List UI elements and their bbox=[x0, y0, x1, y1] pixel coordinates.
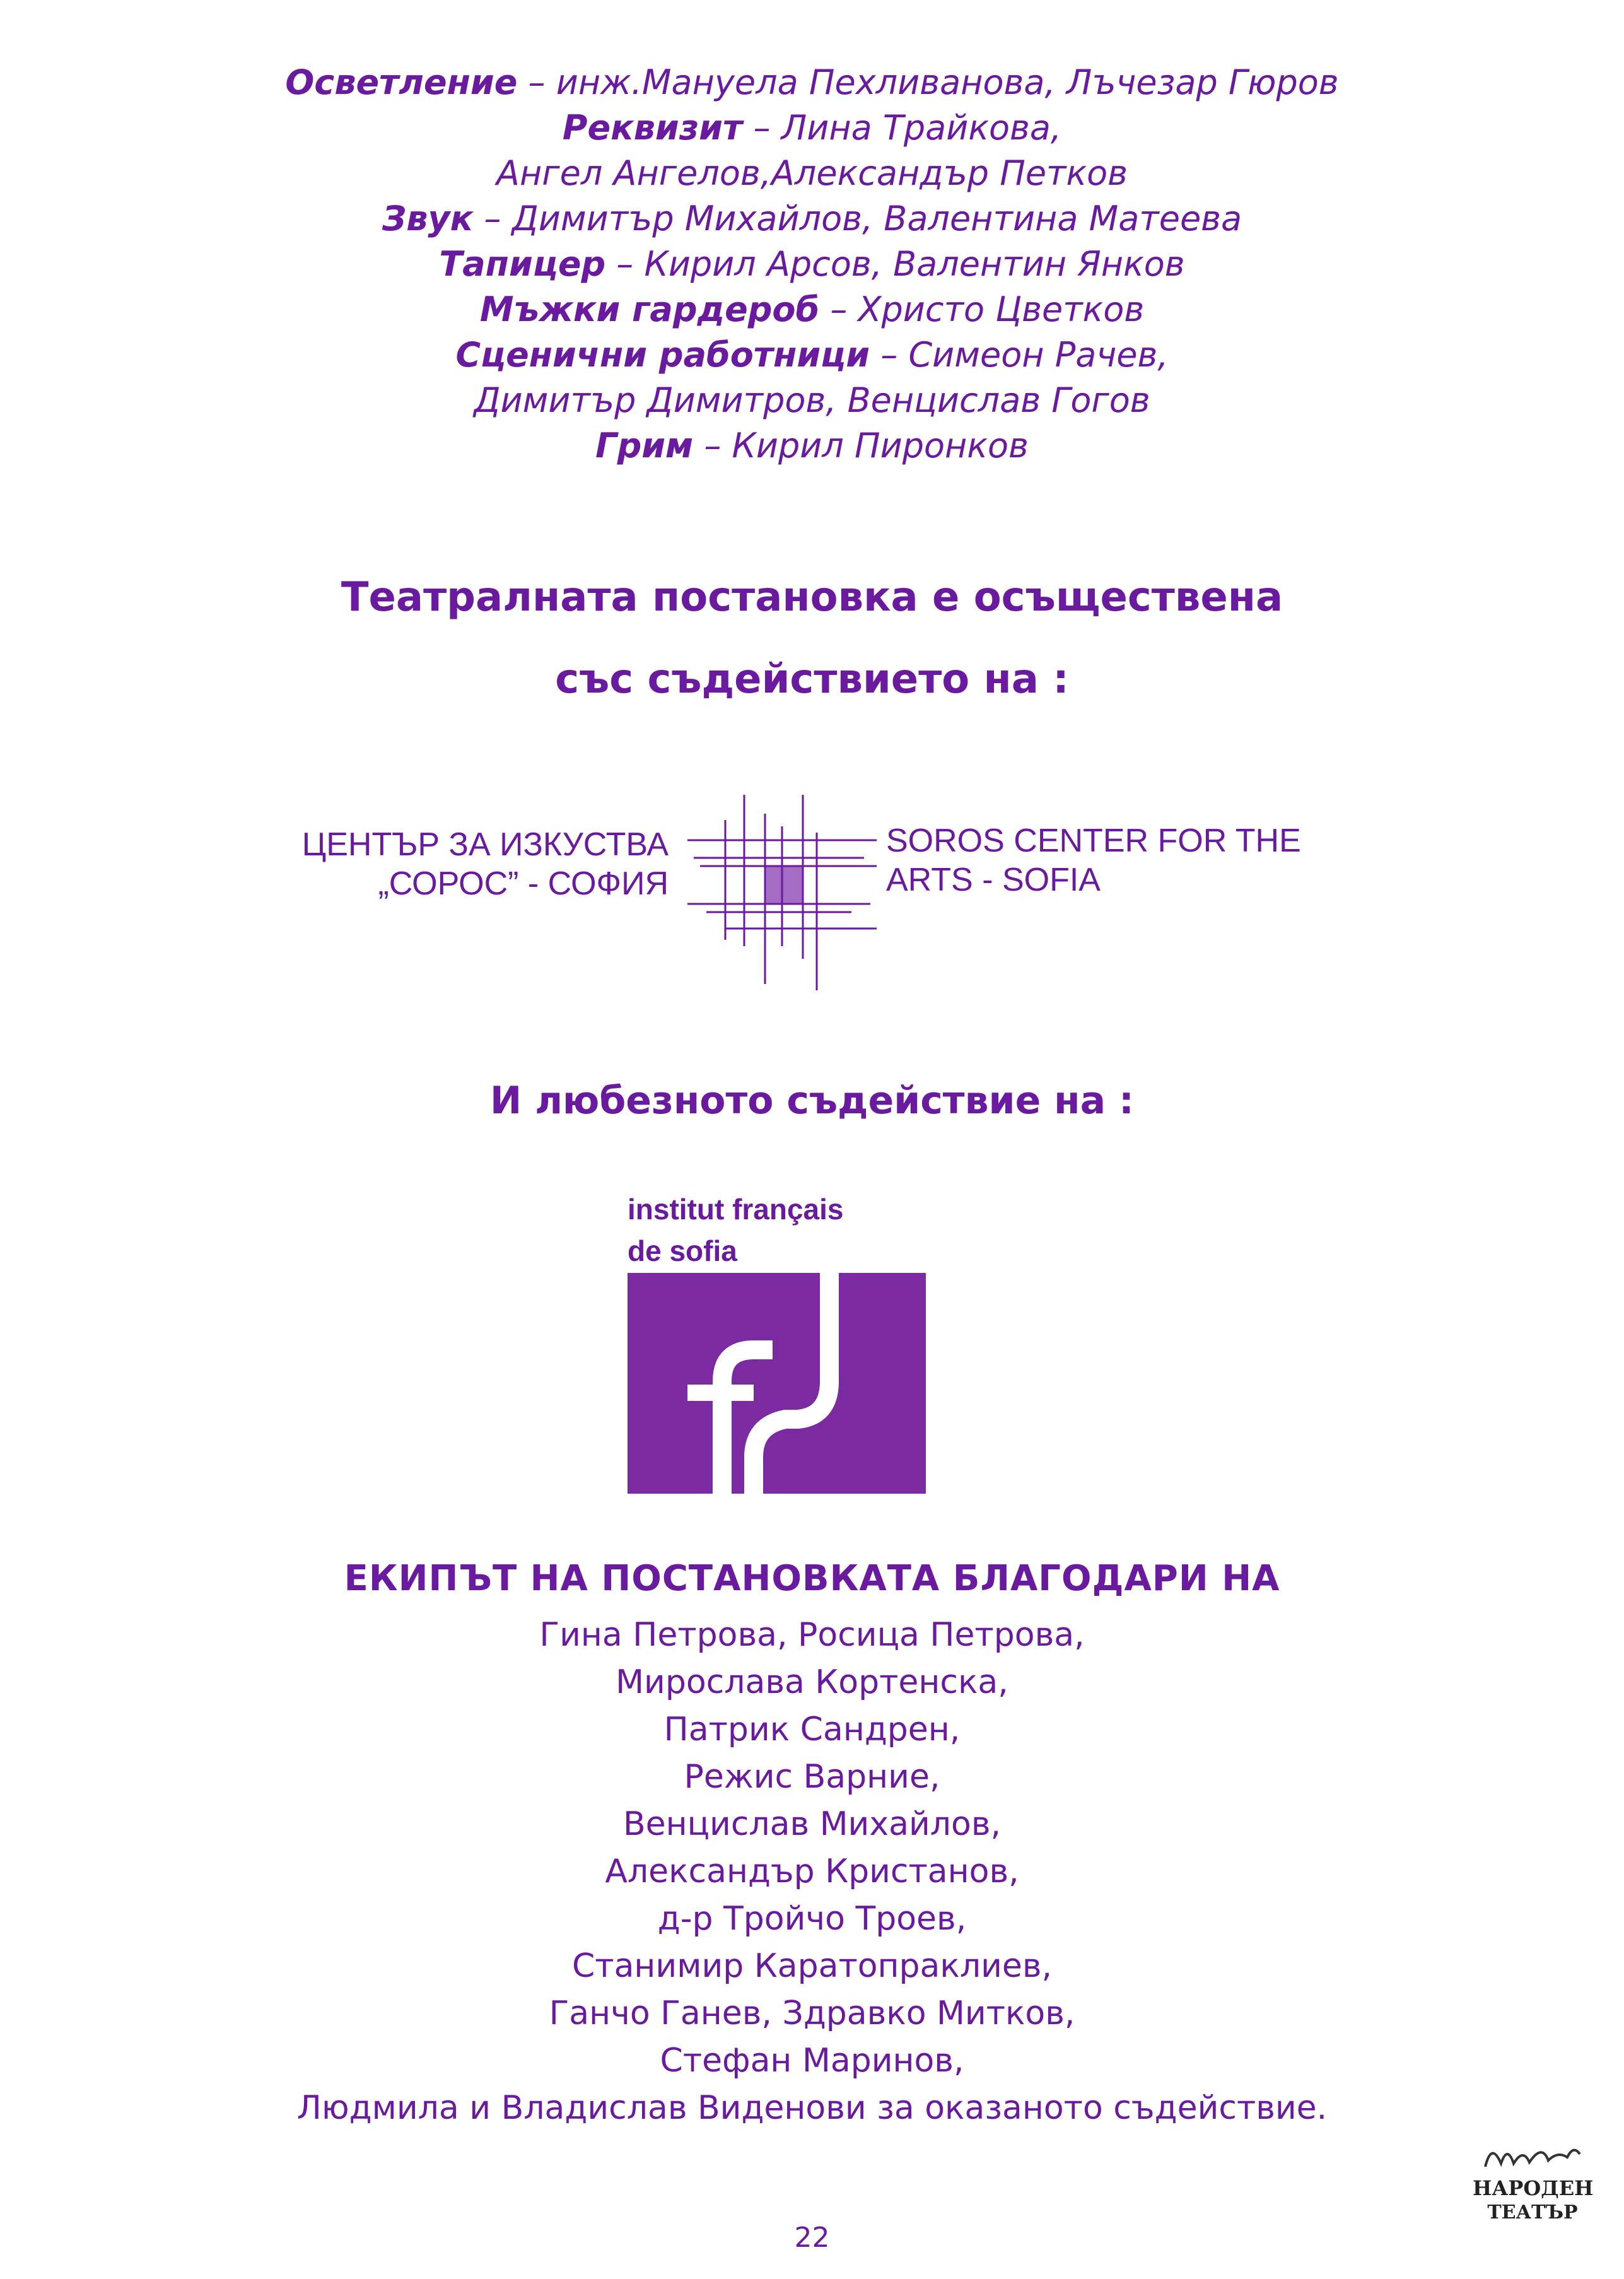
team-thanks-heading: ЕКИПЪТ НА ПОСТАНОВКАТА БЛАГОДАРИ НА bbox=[344, 1558, 1280, 1599]
credit-role: Мъжки гардероб bbox=[479, 290, 820, 329]
thanks-line: Мирослава Кортенска, bbox=[616, 1663, 1008, 1701]
thanks-line: Александър Кристанов, bbox=[605, 1853, 1019, 1890]
stamp-line1: НАРОДЕН bbox=[1473, 2176, 1594, 2200]
soros-mark-square bbox=[765, 866, 803, 904]
support-heading: Театралната постановка е осъществена bbox=[341, 574, 1283, 621]
credit-line bbox=[0, 105, 1624, 151]
thanks-list bbox=[0, 1612, 1624, 2132]
credit-line bbox=[0, 287, 1624, 332]
soros-name-english bbox=[886, 821, 1301, 899]
thanks-line: Гина Петрова, Росица Петрова, bbox=[539, 1616, 1085, 1654]
credit-separator: – bbox=[517, 62, 556, 102]
crew-credits bbox=[0, 60, 1624, 469]
credit-line bbox=[0, 242, 1624, 287]
credit-role: Тапицер bbox=[439, 244, 606, 284]
institut-francais-logo bbox=[628, 1192, 926, 1494]
signature-icon bbox=[1473, 2138, 1592, 2176]
support-heading-continued: със съдействието на : bbox=[555, 656, 1069, 703]
credit-names: Лина Трайкова, bbox=[781, 108, 1062, 148]
credit-names: Христо Цветков bbox=[858, 290, 1145, 329]
soros-grid-mark-icon bbox=[687, 795, 877, 990]
page-number: 22 bbox=[794, 2222, 830, 2254]
thanks-line: Людмила и Владислав Виденови за оказаното съдействие. bbox=[296, 2089, 1328, 2127]
thanks-line: Станимир Каратопраклиев, bbox=[571, 1947, 1053, 1985]
thanks-line: Режис Варние, bbox=[684, 1758, 940, 1796]
credit-names: Димитър Димитров, Венцислав Гогов bbox=[474, 380, 1150, 420]
credit-separator: – bbox=[473, 199, 512, 238]
thanks-line: Венцислав Михайлов, bbox=[622, 1805, 1002, 1843]
soros-name-bulgarian-line1: ЦЕНТЪР ЗА ИЗКУСТВА bbox=[301, 826, 669, 863]
credit-role: Грим bbox=[595, 426, 694, 466]
credit-role: Сценични работници bbox=[455, 335, 870, 375]
credit-role: Осветление bbox=[285, 62, 518, 102]
national-theatre-stamp bbox=[1473, 2138, 1592, 2246]
credit-line bbox=[0, 60, 1624, 105]
credit-separator: – bbox=[819, 290, 858, 329]
soros-name-english-line1: SOROS CENTER FOR THE bbox=[886, 823, 1301, 859]
credit-separator: – bbox=[605, 244, 645, 284]
credit-role: Звук bbox=[382, 199, 474, 238]
soros-name-english-line2: ARTS - SOFIA bbox=[886, 862, 1101, 898]
thanks-line: Стефан Маринов, bbox=[660, 2042, 964, 2080]
credit-line bbox=[0, 332, 1624, 378]
credit-separator: – bbox=[870, 335, 909, 375]
credit-names: Кирил Арсов, Валентин Янков bbox=[644, 244, 1185, 284]
credit-names: Ангел Ангелов,Александър Петков bbox=[496, 153, 1128, 193]
credit-separator: – bbox=[742, 108, 781, 148]
credit-names: Димитър Михайлов, Валентина Матеева bbox=[511, 199, 1242, 238]
credit-names: Симеон Рачев, bbox=[908, 335, 1169, 375]
credit-names: инж.Мануела Пехливанова, Лъчезар Гюров bbox=[556, 62, 1339, 102]
credit-names: Кирил Пиронков bbox=[732, 426, 1029, 466]
soros-name-bulgarian bbox=[302, 825, 669, 903]
credit-separator: – bbox=[693, 426, 732, 466]
thanks-line: Ганчо Ганев, Здравко Митков, bbox=[549, 1995, 1075, 2032]
credit-line bbox=[0, 151, 1624, 196]
institut-name-line1: institut français bbox=[628, 1193, 844, 1226]
credit-role: Реквизит bbox=[562, 108, 743, 148]
soros-name-bulgarian-line2: „СОРОС” - СОФИЯ bbox=[378, 865, 669, 902]
credit-line bbox=[0, 378, 1624, 423]
thanks-line: Патрик Сандрен, bbox=[663, 1711, 961, 1749]
credit-line bbox=[0, 423, 1624, 469]
thanks-line: д-р Тройчо Троев, bbox=[657, 1900, 967, 1938]
credit-line bbox=[0, 196, 1624, 242]
stamp-line2: ТЕАТЪР bbox=[1487, 2201, 1578, 2223]
soros-center-logo bbox=[0, 795, 1624, 990]
kind-support-heading: И любезното съдействие на : bbox=[490, 1079, 1134, 1123]
institut-name-line2: de sofia bbox=[628, 1234, 737, 1267]
